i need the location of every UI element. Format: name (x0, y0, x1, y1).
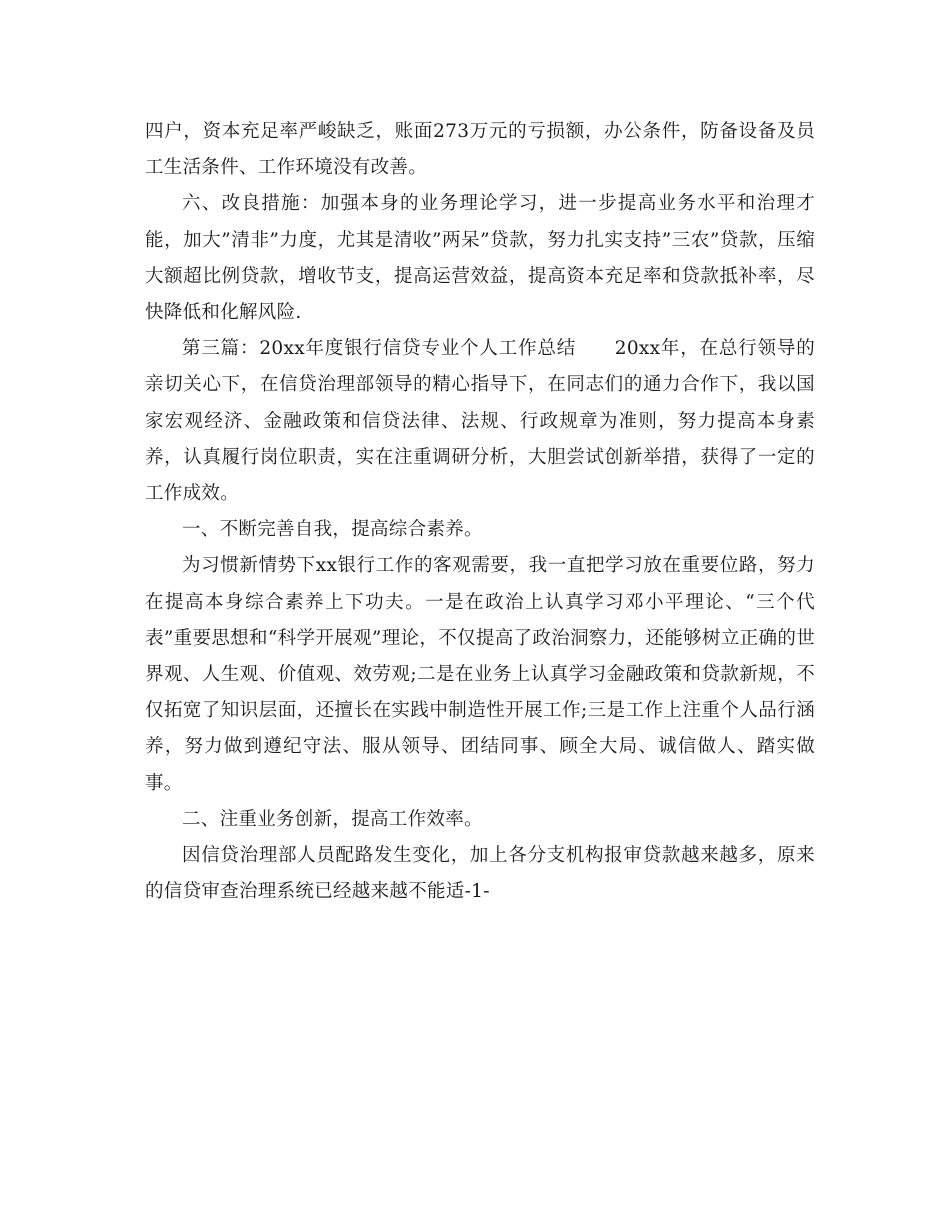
paragraph-study: 为习惯新情势下xx银行工作的客观需要，我一直把学习放在重要位路，努力在提高本身综合素养上下功夫。一是在政治上认真学习邓小平理论、“三个代表”重要思想和“科学开展观”理论，不仅提高了政治洞察力，还能够树立正确的世界观、人生观、价值观、效劳观;二是在业务上认真学习金融政策和贷款新规，不仅拓宽了知识层面，还擅长在实践中制造性开展工作;三是工作上注重个人品行涵养，努力做到遵纪守法、服从领导、团结同事、顾全大局、诚信做人、踏实做事。 (145, 555, 815, 794)
section-heading-self-improvement: 一、不断完善自我，提高综合素养。 (182, 519, 483, 541)
paragraph-article-three-intro: 第三篇：20xx年度银行信贷专业个人工作总结 20xx年，在总行领导的亲切关心下，在信贷治理部领导的精心指导下，在同志们的通力合作下，我以国家宏观经济、金融政策和信贷法律、法规、行政规章为准则，努力提高本身素养，认真履行岗位职责，实在注重调研分析，大胆尝试创新举措，获得了一定的工作成效。 (145, 338, 815, 505)
paragraph-capital-adequacy: 四户，资本充足率严峻缺乏，账面273万元的亏损额，办公条件，防备设备及员工生活条件、工作环境没有改善。 (145, 121, 815, 179)
section-heading-business-innovation: 二、注重业务创新，提高工作效率。 (182, 808, 483, 830)
document-body (145, 114, 815, 910)
paragraph-improvement-measures: 六、改良措施：加强本身的业务理论学习，进一步提高业务水平和治理才能，加大”清非”力度，尤其是清收”两呆”贷款，努力扎实支持”三农”贷款，压缩大额超比例贷款，增收节支，提高运营效益，提高资本充足率和贷款抵补率，尽快降低和化解风险. (145, 193, 815, 324)
paragraph-credit-system: 因信贷治理部人员配路发生变化，加上各分支机构报审贷款越来越多，原来的信贷审查治理系统已经越来越不能适-1- (145, 845, 815, 903)
